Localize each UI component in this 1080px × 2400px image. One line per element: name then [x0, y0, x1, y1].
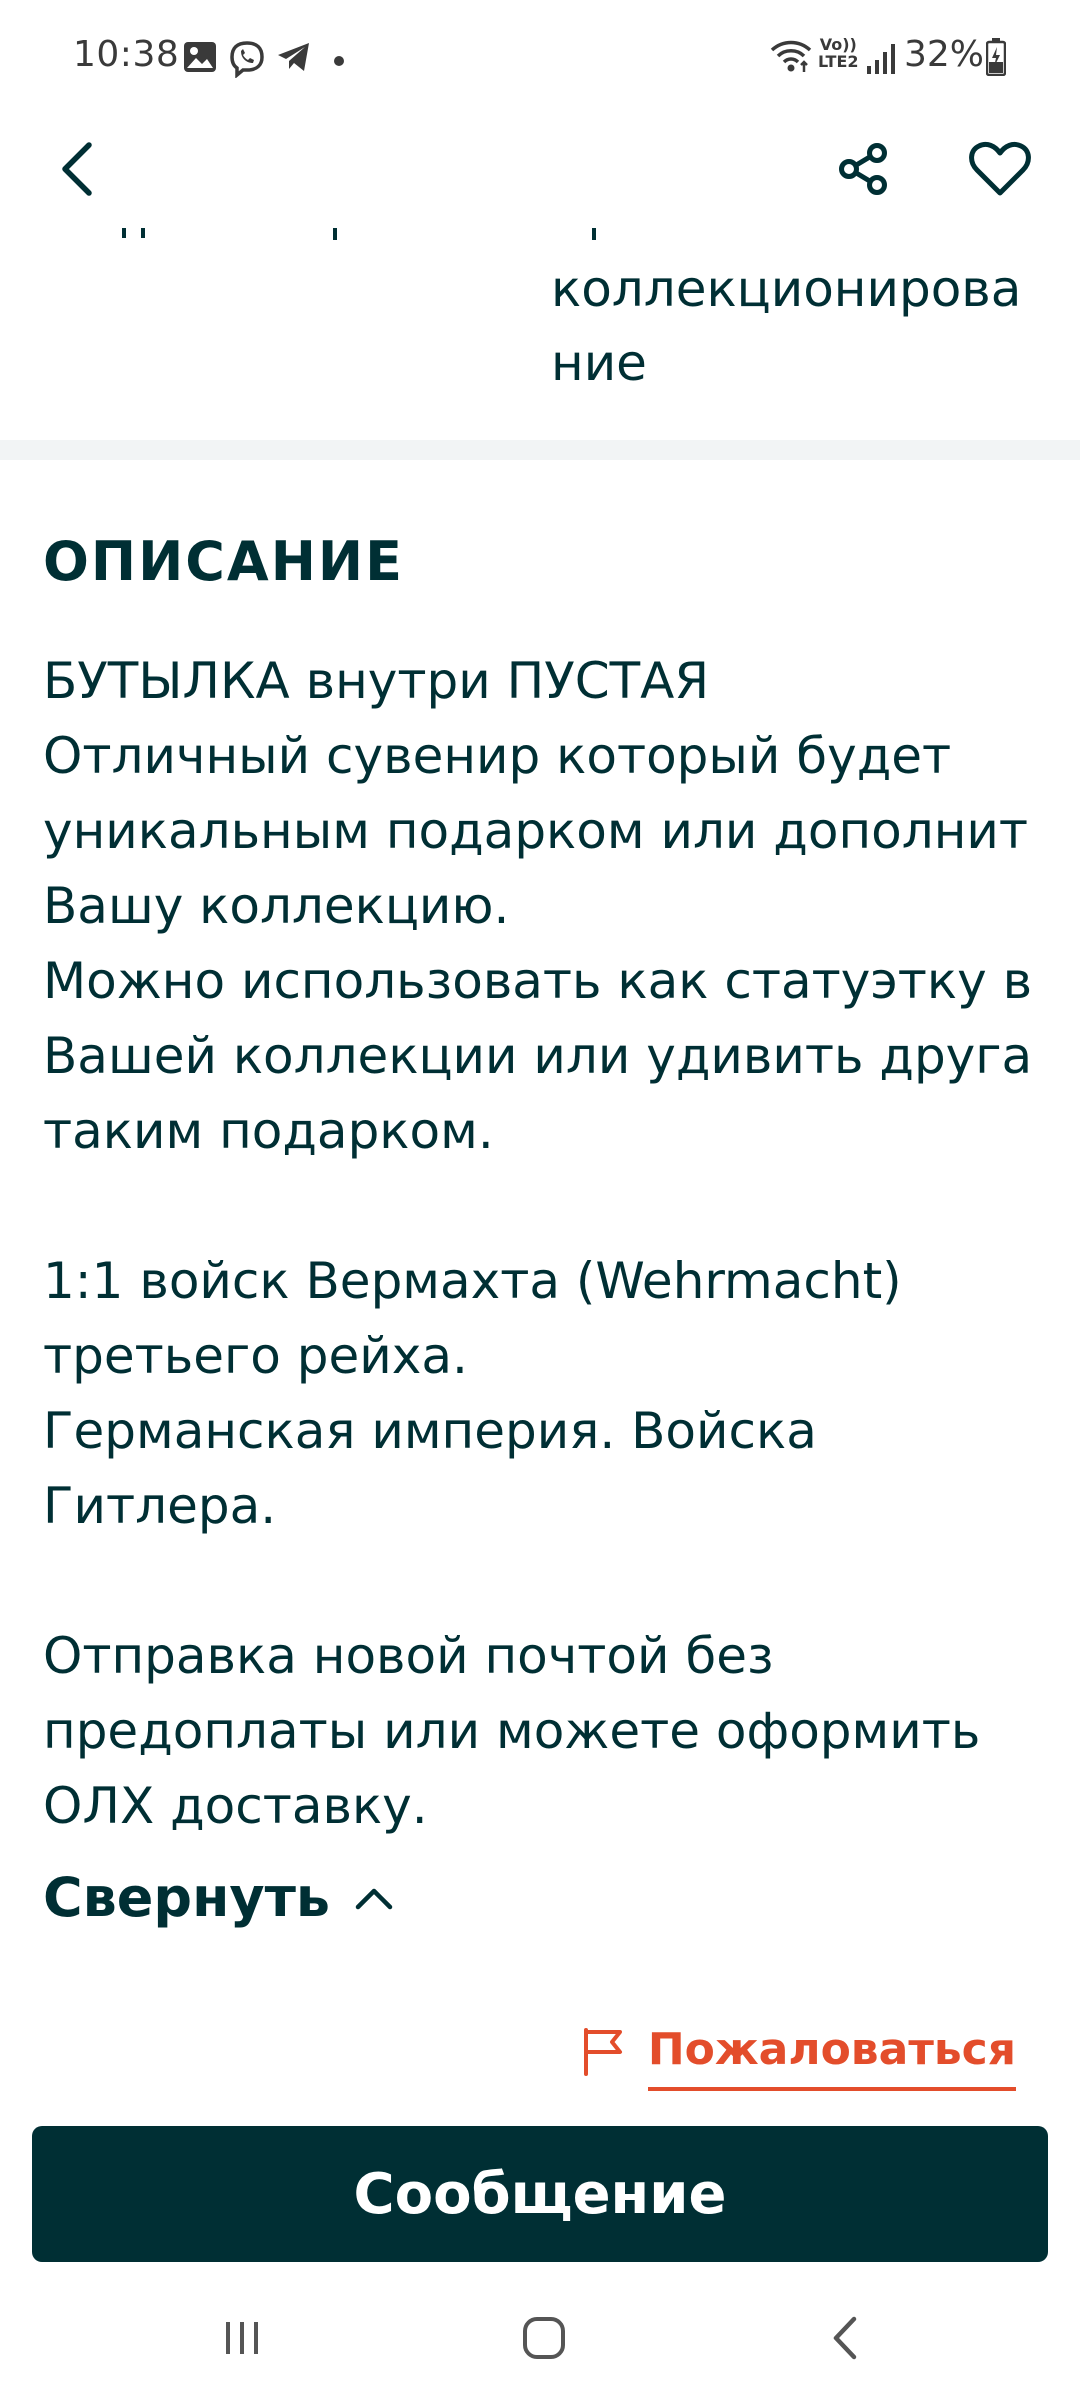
- clipped-parameter-row: [0, 228, 1080, 438]
- back-button[interactable]: [32, 126, 122, 216]
- battery-percent: 32%: [903, 34, 984, 75]
- home-icon: [521, 2315, 567, 2365]
- app-header: [0, 118, 1080, 228]
- description-text: БУТЫЛКА внутри ПУСТАЯ Отличный сувенир который будет уникальным подарком или дополнит Вашу коллекцию. Можно использовать как статуэтку в Вашей коллекции или удивить друга таким подарком. 1:1 войск Вермахта (Wehrmacht) третьего рейха. Германская империя. Войска Гитлера. Отправка новой почтой без предоплаты или можете оформить ОЛХ доставку.: [43, 652, 1033, 1835]
- home-button[interactable]: [484, 2300, 604, 2380]
- favorite-button[interactable]: [955, 126, 1045, 216]
- status-time: 10:38: [73, 34, 180, 75]
- gallery-icon: [182, 40, 218, 78]
- telegram-icon: [276, 40, 312, 78]
- heart-icon: [969, 141, 1031, 201]
- parameter-value: коллекционирова ние: [551, 260, 1022, 392]
- nav-back-button[interactable]: [785, 2300, 905, 2380]
- recent-apps-button[interactable]: [182, 2300, 302, 2380]
- message-button[interactable]: Сообщение: [32, 2126, 1048, 2262]
- clipped-text-fragment: [0, 228, 1080, 242]
- collapse-label: Свернуть: [43, 1866, 331, 1929]
- system-nav-bar: [0, 2280, 1080, 2400]
- share-button[interactable]: [818, 126, 908, 216]
- section-divider: [0, 440, 1080, 460]
- viber-icon: [228, 40, 266, 82]
- recent-apps-icon: [220, 2318, 264, 2362]
- report-label: Пожаловаться: [648, 2024, 1016, 2091]
- battery-icon: [986, 38, 1006, 80]
- share-icon: [835, 141, 891, 201]
- signal-icon: [866, 42, 898, 78]
- status-bar: [0, 0, 1080, 118]
- collapse-button[interactable]: [43, 1866, 394, 1929]
- chevron-left-icon: [55, 139, 99, 203]
- dot-icon: [333, 52, 345, 71]
- report-link[interactable]: [582, 2024, 1016, 2091]
- wifi-icon: [770, 38, 812, 78]
- volte-icon: Vo)) LTE2: [818, 35, 859, 71]
- description-title: ОПИСАНИЕ: [43, 530, 404, 593]
- chevron-up-icon: [354, 1885, 394, 1911]
- flag-icon: [582, 2028, 624, 2087]
- back-icon: [830, 2315, 860, 2365]
